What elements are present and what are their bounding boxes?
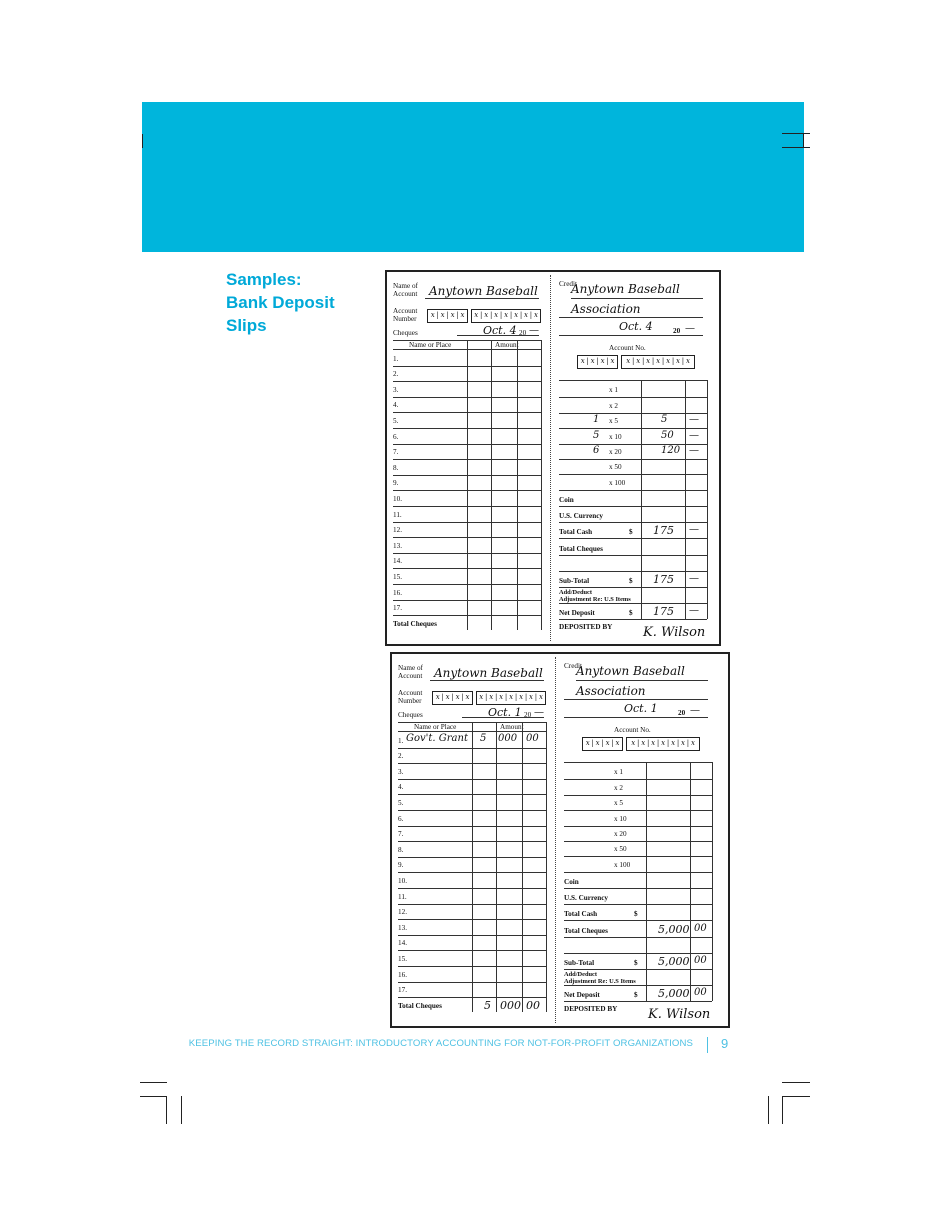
cheque-line-number: 3. — [398, 767, 404, 776]
cheque-row-line — [393, 506, 541, 507]
cheque-row-line — [398, 748, 546, 749]
credit-line — [559, 317, 703, 318]
account-number-box: x | x | x | x | x | x | x — [626, 737, 700, 751]
column-header-name: Name or Place — [414, 723, 457, 731]
denomination-label: x 10 — [614, 814, 627, 823]
account-number-label: Number — [393, 315, 417, 323]
denomination-cents: — — [689, 414, 699, 426]
cheque-row-line — [393, 444, 541, 445]
date-line — [564, 717, 708, 718]
credit-date-handwriting: Oct. 4 — [619, 320, 653, 333]
cheque-row-line — [393, 600, 541, 601]
cheque-line-number: 16. — [398, 970, 407, 979]
dollar-sign: $ — [634, 910, 638, 919]
cheque-row-line — [393, 412, 541, 413]
cheque-line-number: 16. — [393, 588, 402, 597]
cheque-line-number: 14. — [393, 557, 402, 566]
add-deduct-label: Adjustment Re: U.S Items — [564, 977, 636, 985]
account-number-label: Account — [393, 307, 418, 315]
cheque-row-line — [398, 810, 546, 811]
cheque-line-number: 9. — [393, 479, 399, 488]
summary-amount: 5,000 — [658, 955, 690, 968]
cheque-row-line — [393, 366, 541, 367]
denomination-column-line — [641, 380, 642, 619]
net-deposit-label: Net Deposit — [564, 991, 600, 1000]
cheque-line-number: 3. — [393, 385, 399, 394]
add-deduct-label: Adjustment Re: U.S Items — [559, 595, 631, 603]
denomination-column-line — [646, 762, 647, 1001]
net-deposit-label: Net Deposit — [559, 609, 595, 618]
cheque-column-line — [522, 722, 523, 1012]
cheque-column-line — [546, 722, 547, 1012]
cheque-row-line — [393, 522, 541, 523]
summary-cents: — — [689, 573, 699, 584]
cheque-row-line — [398, 826, 546, 827]
cheque-row-line — [393, 381, 541, 382]
cheque-row-line — [393, 428, 541, 429]
total-cheques-label: Total Cheques — [559, 544, 603, 553]
summary-amount: 5,000 — [658, 987, 690, 1001]
cheque-row-line — [398, 841, 546, 842]
credit-line — [564, 699, 708, 700]
summary-cents: 00 — [694, 955, 707, 966]
account-no-label: Account No. — [609, 344, 646, 352]
date-line — [559, 335, 703, 336]
us-currency-label: U.S. Currency — [559, 512, 603, 521]
denomination-count: 1 — [593, 414, 600, 426]
add-deduct-label: Add/Deduct — [559, 589, 593, 597]
credit-name-handwriting: Association — [571, 302, 641, 316]
denomination-amount: 50 — [661, 429, 674, 441]
credit-label: Credit — [564, 662, 582, 670]
cheque-line-number: 4. — [393, 401, 399, 410]
account-number-box: x | x | x | x | x | x | x — [621, 355, 695, 369]
denomination-label: x 5 — [609, 417, 618, 426]
account-no-label: Account No. — [614, 726, 651, 734]
cheque-column-line — [541, 340, 542, 630]
credit-date-handwriting: Oct. 1 — [624, 702, 658, 715]
cheque-row-line — [398, 779, 546, 780]
cheque-line-number: 2. — [393, 370, 399, 379]
denomination-count: 6 — [593, 445, 600, 456]
us-currency-label: U.S. Currency — [564, 894, 608, 903]
cheque-line-number: 5. — [393, 417, 399, 425]
cheque-row-line — [393, 568, 541, 569]
year-suffix: — — [690, 705, 700, 716]
cheque-line-number: 6. — [393, 432, 399, 441]
cheque-row-line — [398, 794, 546, 795]
sub-total-label: Sub-Total — [559, 577, 590, 585]
cheque-line-number: 10. — [393, 495, 402, 503]
cheque-row-line — [398, 904, 546, 905]
cheque-line-number: 10. — [398, 877, 407, 885]
total-cheques-left-label b: Total Cheques — [398, 1002, 442, 1011]
cheque-row-line — [398, 982, 546, 983]
cheque-column-line — [491, 340, 492, 630]
credit-line — [576, 680, 708, 681]
cheques-label: Cheques — [398, 711, 423, 719]
name-line — [425, 298, 539, 299]
cheque-line-number: 7. — [398, 830, 404, 839]
total-cheques-amount: 5 — [484, 999, 491, 1013]
summary-amount: 175 — [653, 524, 674, 538]
total-cheques-amount: 000 — [500, 999, 521, 1013]
total-cash-label: Total Cash — [564, 910, 598, 919]
denomination-cents: — — [689, 429, 699, 441]
deposited-by-label: DEPOSITED BY — [564, 1005, 618, 1014]
cheque-row-line — [393, 584, 541, 585]
cheque-line-number: 11. — [398, 892, 407, 901]
year-label: 20 — [673, 327, 681, 335]
cheque-line-number: 2. — [398, 752, 404, 761]
page-number: 9 — [721, 1036, 729, 1051]
column-header-name: Name or Place — [409, 341, 452, 349]
cheque-column-line — [517, 340, 518, 630]
year-label: 20 — [524, 711, 532, 719]
year-label: 20 — [519, 329, 527, 337]
section-title-line: Slips — [226, 316, 267, 335]
perforation-line — [550, 275, 551, 641]
add-deduct-label: Add/Deduct — [564, 971, 598, 979]
coin-label: Coin — [559, 496, 574, 504]
cheque-line1-amount: 000 — [498, 733, 518, 744]
cheques-label: Cheques — [393, 329, 418, 337]
cheque-line-number: 8. — [393, 463, 399, 472]
account-label: Account — [393, 290, 418, 298]
cheque-row-line — [398, 919, 546, 920]
denomination-column-line — [712, 762, 713, 1001]
cheque-line-number: 7. — [393, 448, 399, 457]
denomination-count: 5 — [593, 429, 600, 441]
denomination-label: x 20 — [614, 830, 627, 838]
account-number-box: x | x | x | x — [577, 355, 618, 369]
account-name-handwriting: Anytown Baseball — [434, 666, 543, 680]
cheque-line-number: 15. — [398, 955, 407, 963]
denomination-label: x 2 — [614, 783, 623, 792]
cheque-line-number: 1. — [398, 736, 404, 745]
account-name-handwriting: Anytown Baseball — [429, 284, 538, 298]
cheque-row-line — [398, 857, 546, 858]
signature-handwriting: K. Wilson — [648, 1007, 711, 1023]
credit-name-handwriting: Anytown Baseball — [576, 664, 685, 678]
footer-text: KEEPING THE RECORD STRAIGHT: INTRODUCTORY ACCOUNTING FOR NOT-FOR-PROFIT ORGANIZATIONS — [188, 1038, 693, 1049]
cheque-row-line — [393, 397, 541, 398]
cheque-column-line — [472, 722, 473, 1012]
cheque-row-line — [393, 459, 541, 460]
cheque-line1-amount: 00 — [526, 733, 539, 744]
deposit-slip-1 — [385, 270, 721, 646]
date-handwriting: Oct. 1 — [488, 706, 522, 719]
cheque-row-line — [398, 763, 546, 764]
cheque-line1-amount: 5 — [480, 733, 487, 744]
cheque-line-number: 13. — [393, 541, 402, 550]
cheque-line1-name: Gov't. Grant — [406, 733, 468, 744]
credit-name-handwriting: Anytown Baseball — [571, 282, 680, 296]
cheque-line-number: 8. — [398, 845, 404, 854]
total-cheques-amount: 00 — [526, 999, 540, 1013]
credit-label: Credit — [559, 280, 577, 288]
cheque-row-line — [398, 997, 546, 998]
cheque-line-number: 17. — [393, 604, 402, 613]
column-header-amount: Amount — [500, 723, 524, 731]
denomination-label: x 10 — [609, 432, 622, 441]
dollar-sign: $ — [629, 577, 633, 585]
denomination-label: x 50 — [609, 463, 622, 472]
cheque-column-line — [496, 722, 497, 1012]
coin-label: Coin — [564, 878, 579, 886]
denomination-label: x 100 — [609, 478, 626, 487]
summary-cents: 00 — [694, 987, 707, 999]
cheque-row-line — [393, 615, 541, 616]
cheque-line-number: 9. — [398, 861, 404, 870]
denomination-column-line — [707, 380, 708, 619]
account-number-label: Account — [398, 689, 423, 697]
total-cash-label: Total Cash — [559, 528, 593, 537]
cheque-line-number: 5. — [398, 799, 404, 807]
account-number-box: x | x | x | x | x | x | x — [476, 691, 546, 705]
footer-separator — [707, 1037, 708, 1053]
denomination-label: x 1 — [614, 768, 623, 777]
summary-amount: 5,000 — [658, 922, 690, 936]
cheque-column-line — [467, 340, 468, 630]
credit-line — [571, 298, 703, 299]
cheque-row-line — [398, 935, 546, 936]
cheque-line-number: 15. — [393, 573, 402, 581]
deposit-slip-2 — [390, 652, 730, 1028]
account-number-box: x | x | x | x — [427, 309, 468, 323]
cheque-row-line — [398, 872, 546, 873]
year-suffix: — — [685, 323, 695, 334]
cheque-row-line — [393, 553, 541, 554]
denomination-amount: 5 — [661, 414, 668, 426]
denomination-label: x 20 — [609, 448, 622, 456]
perforation-line — [555, 657, 556, 1023]
summary-row-line — [559, 619, 707, 620]
denomination-label: x 100 — [614, 860, 631, 869]
cheque-line-number: 13. — [398, 923, 407, 932]
denomination-column-line — [690, 762, 691, 1001]
summary-cents: 00 — [694, 922, 707, 934]
total-cheques-label: Total Cheques — [564, 926, 608, 935]
column-header-amount: Amount — [495, 341, 519, 349]
cheque-row-line — [393, 537, 541, 538]
year-suffix: — — [534, 707, 544, 718]
name-of-label: Name of — [398, 664, 423, 672]
deposited-by-label: DEPOSITED BY — [559, 623, 613, 632]
cheque-row-line — [398, 950, 546, 951]
signature-handwriting: K. Wilson — [643, 625, 706, 641]
account-number-label: Number — [398, 697, 422, 705]
summary-amount: 175 — [653, 573, 674, 586]
date-handwriting: Oct. 4 — [483, 324, 517, 337]
cheque-line-number: 17. — [398, 986, 407, 995]
dollar-sign: $ — [634, 959, 638, 967]
denomination-column-line — [685, 380, 686, 619]
summary-cents: — — [689, 605, 699, 617]
year-suffix: — — [529, 325, 539, 336]
cheque-row-line — [393, 490, 541, 491]
cheque-row-line — [398, 888, 546, 889]
dollar-sign: $ — [629, 528, 633, 537]
summary-cents: — — [689, 524, 699, 536]
cheque-line-number: 14. — [398, 939, 407, 948]
cheque-line-number: 6. — [398, 814, 404, 823]
year-label: 20 — [678, 709, 686, 717]
account-number-box: x | x | x | x | x | x | x — [471, 309, 541, 323]
cheque-row-line — [393, 475, 541, 476]
account-label: Account — [398, 672, 423, 680]
name-of-label: Name of — [393, 282, 418, 290]
cheque-line-number: 4. — [398, 783, 404, 792]
credit-name-handwriting: Association — [576, 684, 646, 698]
denomination-label: x 50 — [614, 845, 627, 854]
header-banner — [142, 102, 804, 252]
section-title-line: Bank Deposit — [226, 293, 335, 312]
sub-total-label: Sub-Total — [564, 959, 595, 967]
denomination-cents: — — [689, 445, 699, 456]
summary-amount: 175 — [653, 605, 674, 619]
cheque-line-number: 11. — [393, 510, 402, 519]
name-line — [430, 680, 544, 681]
account-number-box: x | x | x | x — [432, 691, 473, 705]
summary-row-line — [564, 1001, 712, 1002]
account-number-box: x | x | x | x — [582, 737, 623, 751]
dollar-sign: $ — [634, 991, 638, 1000]
denomination-label: x 1 — [609, 386, 618, 395]
total-cheques-left-label b: Total Cheques — [393, 620, 437, 629]
section-title — [226, 268, 366, 337]
denomination-amount: 120 — [661, 445, 681, 456]
dollar-sign: $ — [629, 609, 633, 618]
cheque-line-number: 1. — [393, 354, 399, 363]
denomination-label: x 2 — [609, 401, 618, 410]
cheque-line-number: 12. — [393, 526, 402, 535]
section-title-line: Samples: — [226, 270, 302, 289]
cheque-line-number: 12. — [398, 908, 407, 917]
denomination-label: x 5 — [614, 799, 623, 808]
cheque-row-line — [398, 966, 546, 967]
